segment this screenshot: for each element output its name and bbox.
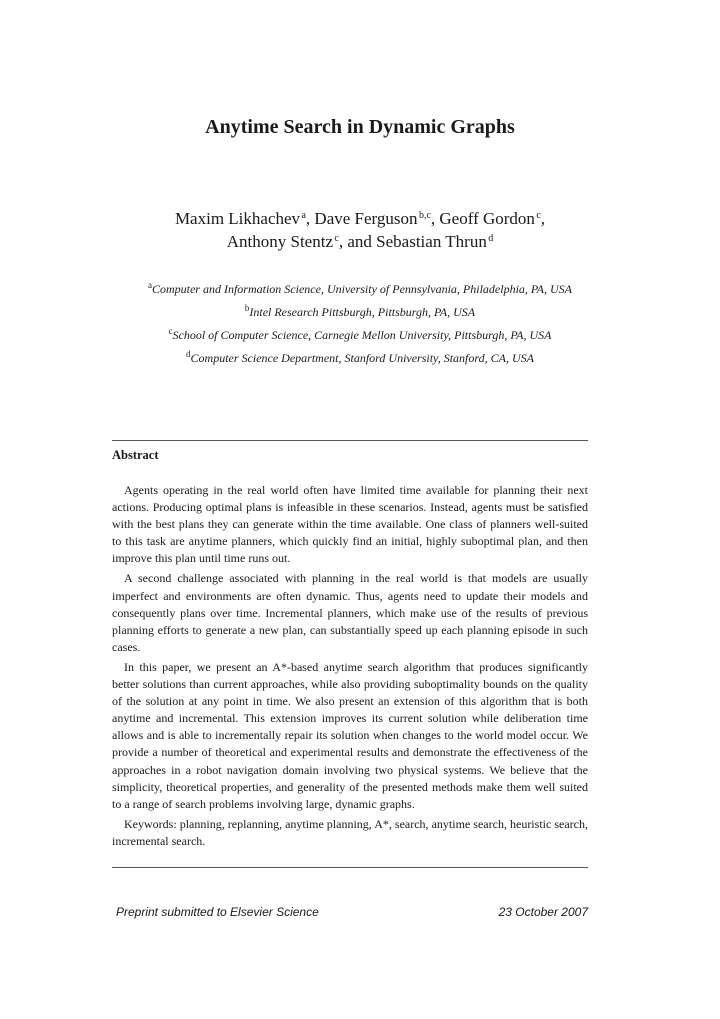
affiliation-mark: a — [147, 280, 152, 290]
abstract-body — [112, 482, 588, 853]
author-name: Geoff Gordon — [439, 209, 535, 228]
affiliation-item — [0, 301, 720, 324]
author-line-1: Maxim Likhachev $^a$, Dave Ferguson $^{b,c}$, Geoff Gordon $^c$, — [174, 209, 546, 228]
affiliation-text: Computer and Information Science, University of Pennsylvania, Philadelphia, PA, USA — [151, 282, 573, 296]
abstract-keywords: Keywords: planning, replanning, anytime planning, A*, search, anytime search, heuristic search, incremental search. — [112, 816, 588, 848]
abstract-paragraph: In this paper, we present an A*-based anytime search algorithm that produces significantly better solutions than current approaches, while also providing suboptimality bounds on the quality of the solution at any point in time. We also present an extension of this algorithm that is both anytime and incremental. This extension improves its current solution while deliberation time allows and is able to incrementally repair its solution when changes to the world model occur. We provide a number of theoretical and experimental results and demonstrate the effectiveness of the approaches in a robot navigation domain involving two physical systems. We believe that the simplicity, theoretical properties, and generality of the presented methods make them well suited to a range of search problems involving large, dynamic graphs. — [112, 659, 588, 811]
affiliation-text: Intel Research Pittsburgh, Pittsburgh, PA, USA — [249, 305, 476, 319]
author-name: Anthony Stentz — [226, 232, 333, 251]
author-affil-mark: d — [488, 233, 494, 244]
affiliation-mark: b — [244, 303, 250, 313]
affiliation-text: Computer Science Department, Stanford University, Stanford, CA, USA — [190, 351, 534, 365]
abstract-paragraph: A second challenge associated with planning in the real world is that models are usually imperfect and environments are often dynamic. Thus, agents need to update their models and consequently plans over time. Incremental planners, which make use of the results of previous planning efforts to generate a new plan, can substantially speed up each planning episode in such cases. — [112, 571, 588, 654]
affiliation-item — [0, 347, 720, 370]
abstract-top-rule — [112, 440, 588, 441]
paper-title: Anytime Search in Dynamic Graphs — [205, 116, 515, 138]
abstract-heading: Abstract — [112, 448, 159, 462]
author-affil-mark: b,c — [418, 210, 431, 221]
affiliation-item — [0, 324, 720, 347]
author-affil-mark: c — [334, 233, 339, 244]
author-name: Maxim Likhachev — [174, 209, 301, 228]
author-line-2 — [0, 230, 720, 253]
abstract-bottom-rule — [112, 867, 588, 868]
author-conjunction: , and — [338, 232, 372, 251]
affiliation-list — [0, 278, 720, 370]
author-affil-mark: c — [536, 210, 541, 221]
author-name: Sebastian Thrun — [376, 232, 487, 251]
affiliation-mark: d — [186, 349, 191, 359]
author-list — [0, 207, 720, 253]
preprint-notice: Preprint submitted to Elsevier Science — [116, 905, 319, 919]
affiliation-item — [0, 278, 720, 301]
submission-date: 23 October 2007 — [498, 905, 588, 919]
affiliation-text: School of Computer Science, Carnegie Mellon University, Pittsburgh, PA, USA — [172, 328, 552, 342]
author-affil-mark: a — [301, 210, 306, 221]
affiliation-mark: c — [168, 326, 173, 336]
abstract-paragraph: Agents operating in the real world often have limited time available for planning their next actions. Producing optimal plans is infeasible in these scenarios. Instead, agents must be satisfied with the best plans they can generate within the time available. One class of planners well-suited to this task are anytime planners, which quickly find an initial, highly suboptimal plan, and then improve this plan until time runs out. — [112, 483, 588, 566]
author-name: Dave Ferguson — [314, 209, 418, 228]
